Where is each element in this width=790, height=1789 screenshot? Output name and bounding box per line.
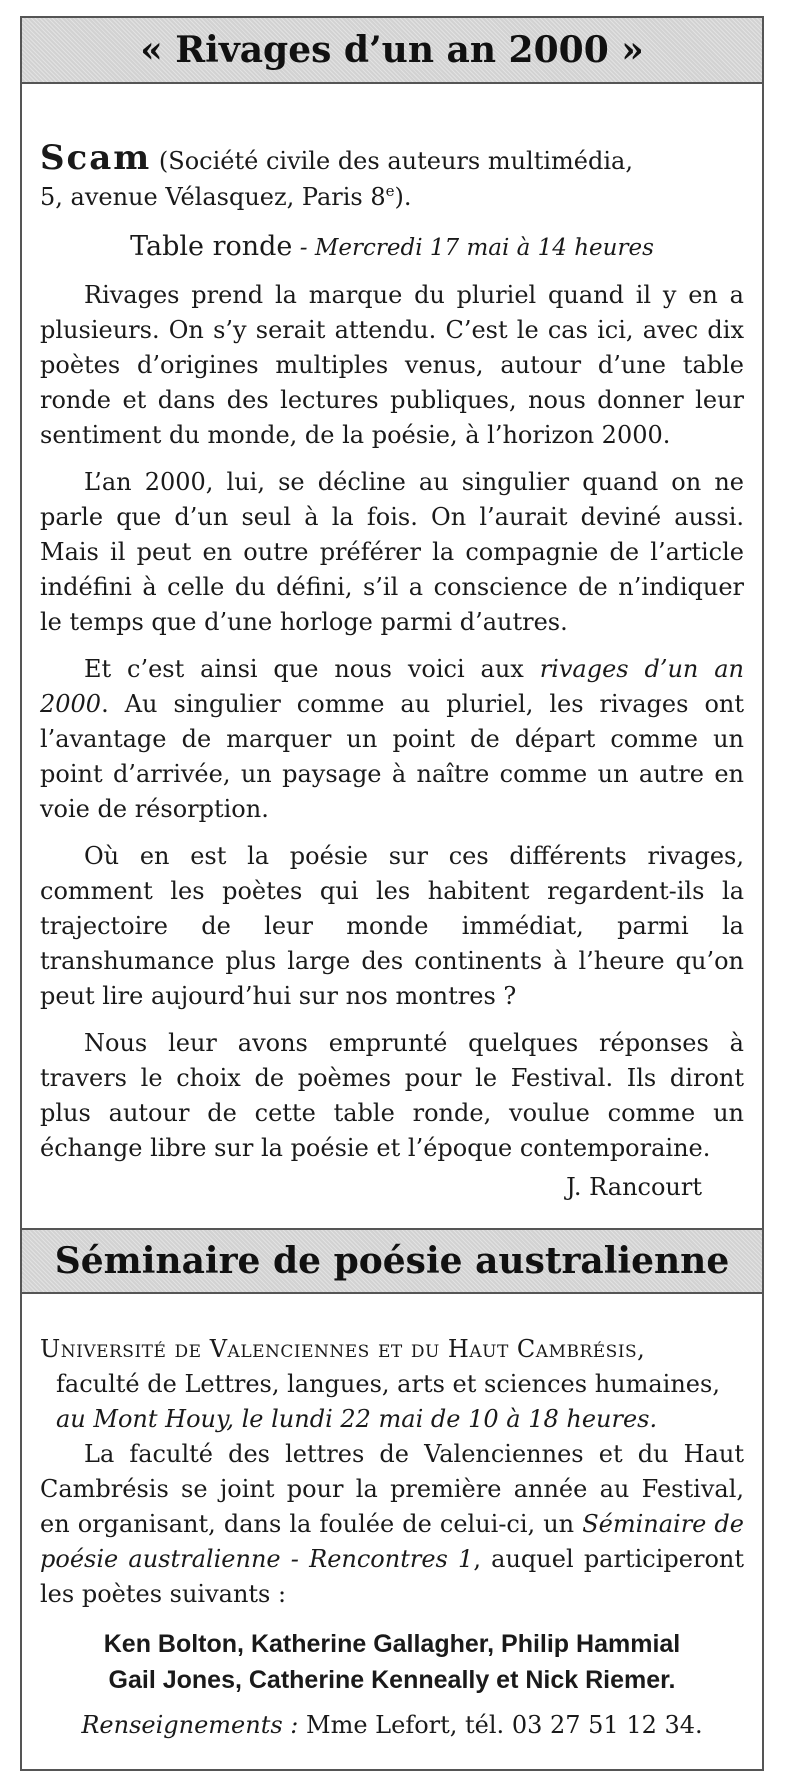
organization-details: (Société civile des auteurs multimédia, bbox=[158, 147, 633, 175]
contact-info bbox=[40, 1708, 744, 1743]
paragraph-2: L’an 2000, lui, se décline au singulier quand on ne parle que d’un seul à la fois. On l’aurait deviné aussi. Mais il peut en outre préférer la compagnie de l’article indéfini à celle du défini, s’il a conscience de n’indiquer le temps que d’une horloge parmi d’autres. bbox=[40, 468, 744, 636]
organization-name: Scam bbox=[40, 138, 152, 178]
seminaire-paragraph-end: , auquel participeront les poètes suivants : bbox=[40, 1545, 744, 1608]
seminaire-section bbox=[40, 1332, 744, 1743]
paragraph-5: Nous leur avons emprunté quelques réponses à travers le choix de poèmes pour le Festival. Ils diront plus autour de cette table ronde, voulue comme un échange libre sur la poésie et l’époque contemporaine. bbox=[40, 1029, 744, 1162]
section-banner-seminaire bbox=[22, 1228, 762, 1294]
poet-names bbox=[40, 1626, 744, 1698]
faculty-line: faculté de Lettres, langues, arts et sciences humaines, bbox=[56, 1370, 720, 1398]
document-frame bbox=[20, 16, 764, 1771]
poet-names-line-2: Gail Jones, Catherine Kenneally et Nick Riemer. bbox=[108, 1666, 676, 1694]
paragraph-3-italic: rivages d’un an 2000 bbox=[40, 655, 745, 718]
seminaire-paragraph bbox=[40, 1437, 744, 1612]
event-when-text: au Mont Houy, le lundi 22 mai de 10 à 18 heures. bbox=[56, 1405, 658, 1433]
contact-label: Renseignements : bbox=[81, 1711, 299, 1739]
poet-names-line-1: Ken Bolton, Katherine Gallagher, Philip Hammial bbox=[103, 1630, 681, 1658]
event-heading bbox=[40, 229, 744, 266]
seminaire-paragraph-italic: Séminaire de poésie australienne - Rencontres 1 bbox=[40, 1510, 744, 1573]
banner-title: « Rivages d’un an 2000 » bbox=[140, 29, 644, 71]
paragraph-1: Rivages prend la marque du pluriel quand il y en a plusieurs. On s’y serait attendu. C’est le cas ici, avec dix poètes d’origines multiples venus, autour d’une table ronde et dans des lectures publiques, nous donner leur sentiment du monde, de la poésie, à l’horizon 2000. bbox=[40, 281, 744, 449]
university-name: Université de Valenciennes et du Haut Cambrésis, bbox=[40, 1335, 646, 1363]
paragraph-3-end: . Au singulier comme au pluriel, les rivages ont l’avantage de marquer un point de départ comme un point d’arrivée, un paysage à naître comme un autre en voie de résorption. bbox=[40, 690, 744, 823]
address-superscript: e bbox=[385, 182, 395, 200]
organization-line bbox=[40, 140, 744, 215]
paragraph-3-start: Et c’est ainsi que nous voici aux bbox=[84, 655, 540, 683]
event-title: Table ronde bbox=[130, 231, 293, 262]
event-date: Mercredi 17 mai à 14 heures bbox=[314, 235, 654, 261]
rivages-section bbox=[40, 140, 744, 1205]
event-separator: - bbox=[292, 235, 315, 261]
banner-title: Séminaire de poésie australienne bbox=[54, 1240, 730, 1282]
paragraph-4: Où en est la poésie sur ces différents rivages, comment les poètes qui les habitent regardent-ils la trajectoire de leur monde immédiat, parmi la transhumance plus large des continents à l’heure qu’on peut lire aujourd’hui sur nos montres ? bbox=[40, 842, 744, 1010]
seminaire-paragraph-start: La faculté des lettres de Valenciennes et du Haut Cambrésis se joint pour la première année au Festival, en organisant, dans la foulée de celui-ci, un bbox=[40, 1440, 744, 1538]
signature: J. Rancourt bbox=[566, 1173, 702, 1201]
contact-text: Mme Lefort, tél. 03 27 51 12 34. bbox=[298, 1711, 703, 1739]
organization-address: 5, avenue Vélasquez, Paris 8 bbox=[40, 183, 386, 211]
address-end: ). bbox=[394, 183, 412, 211]
paragraph-3 bbox=[40, 652, 744, 827]
event-when bbox=[40, 1402, 744, 1437]
section-banner-rivages bbox=[22, 18, 762, 84]
